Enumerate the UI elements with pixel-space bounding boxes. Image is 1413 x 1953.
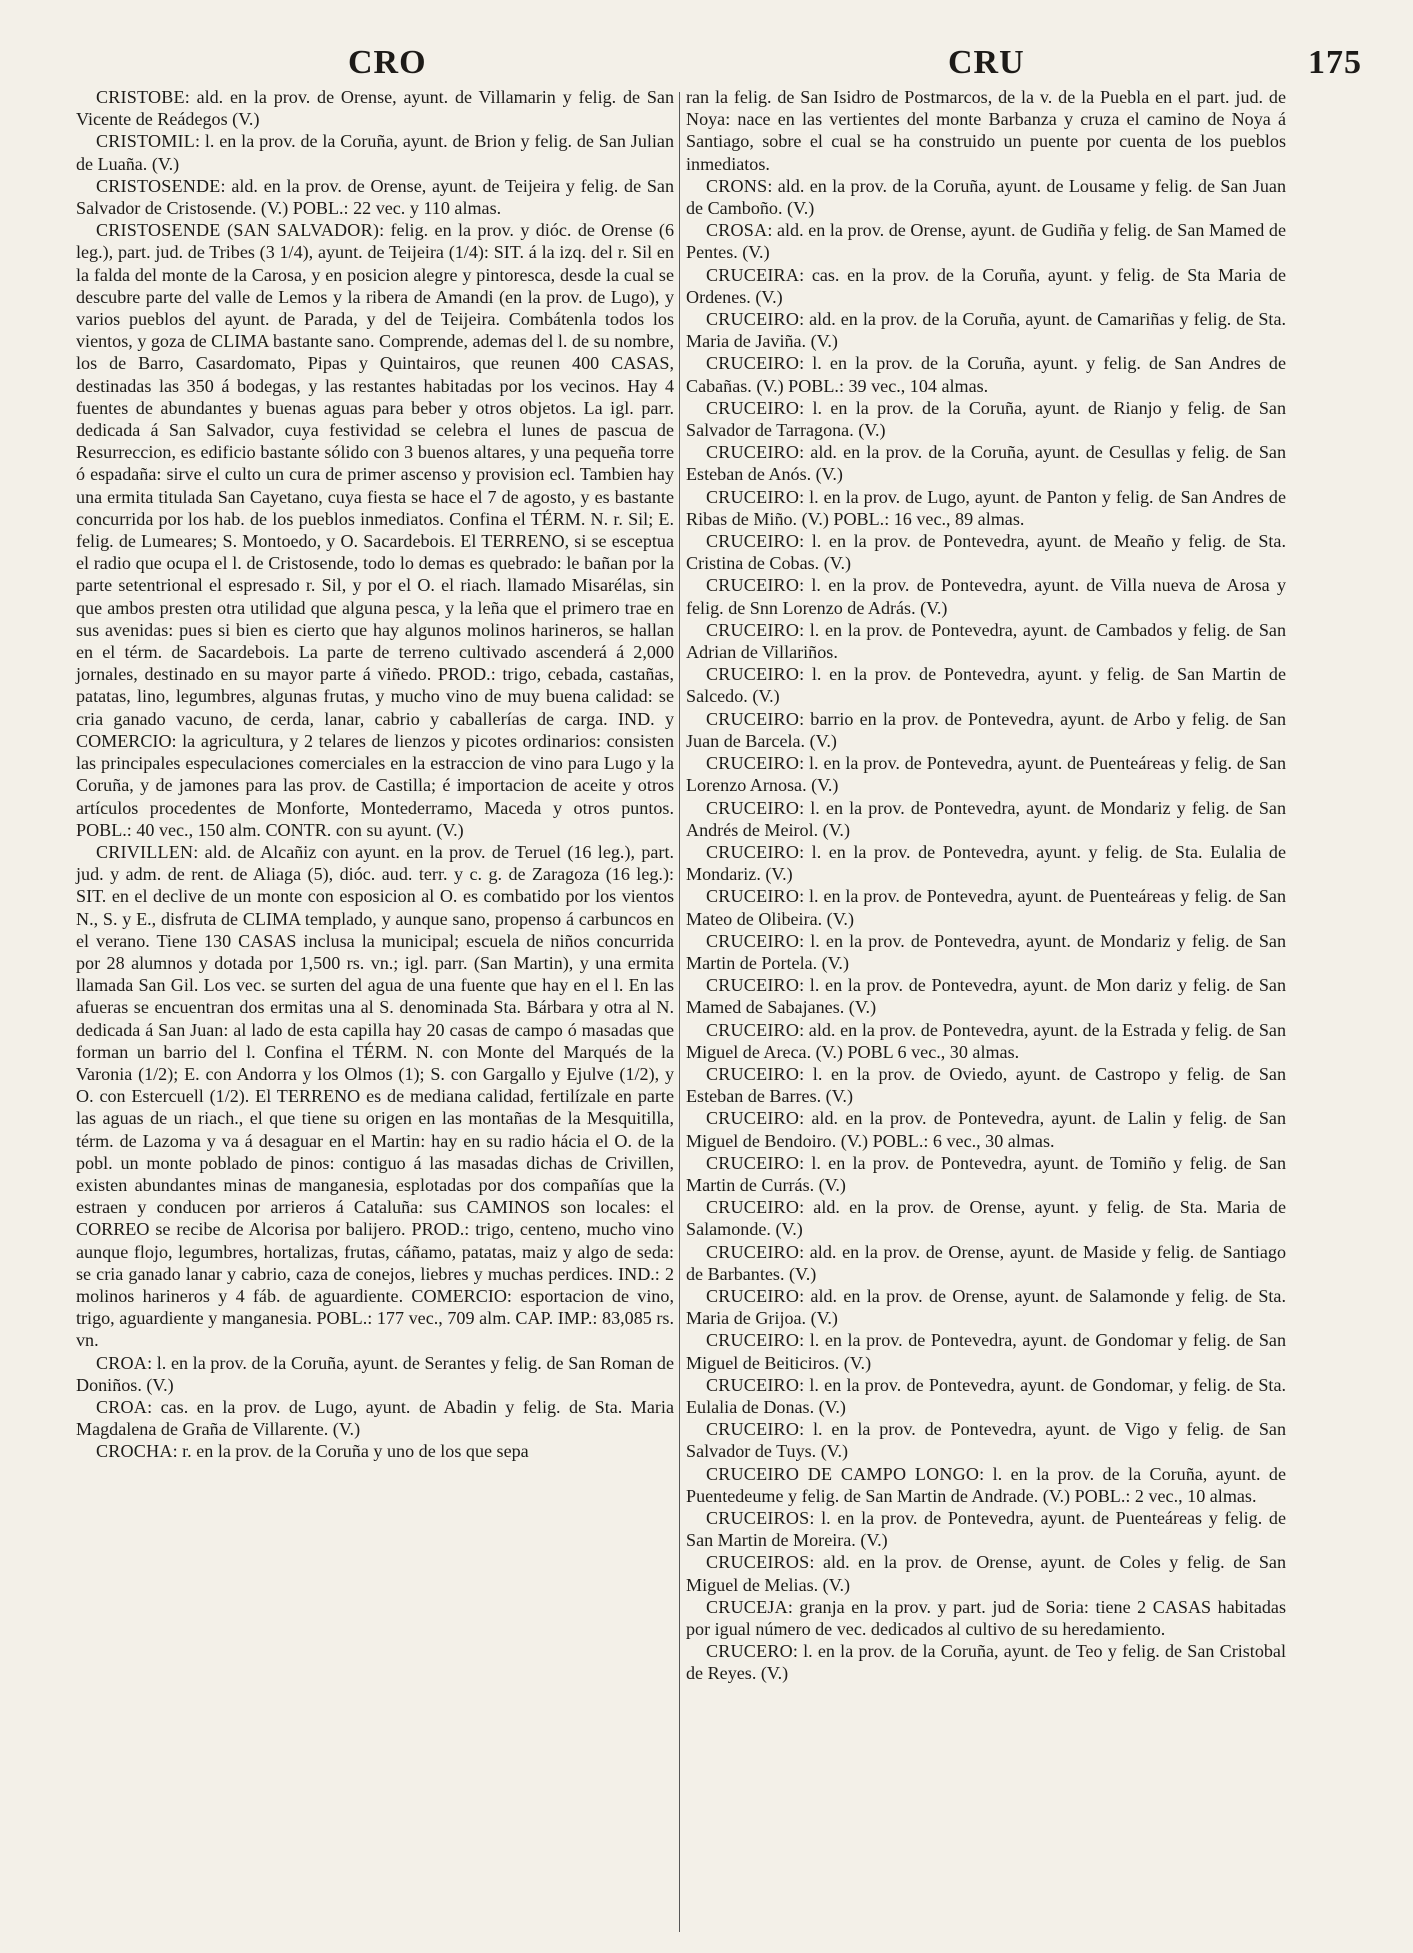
entry bbox=[686, 708, 1286, 752]
entry-headword: CRUCEIRO bbox=[706, 708, 800, 729]
entry-headword: CRISTOBE bbox=[96, 87, 185, 107]
entry-text: : ald. en la prov. de Orense, ayunt. y felig. de Sta. Maria de Salamonde. (V.) bbox=[686, 1197, 1286, 1240]
entry-text: : ald. en la prov. de Pontevedra, ayunt. de Lalin y felig. de San Miguel de Bendoiro. (V.) POBL.: 6 vec., 30 almas. bbox=[686, 1108, 1286, 1151]
entry bbox=[686, 86, 1286, 175]
entry-text: : ald. en la prov. de Orense, ayunt. de Gudiña y felig. de San Mamed de Pentes. (V.) bbox=[686, 220, 1286, 263]
entry-text: : l. en la prov. de Pontevedra, ayunt. y felig. de Sta. Eulalia de Mondariz. (V.) bbox=[686, 841, 1286, 885]
entry-headword: CRUCEIRO bbox=[706, 1063, 800, 1084]
entry-headword: CRUCEIRO DE CAMPO LONGO bbox=[706, 1463, 980, 1484]
entry-text: : l. en la prov. de Pontevedra, ayunt. de Tomiño y felig. de San Martin de Currás. (V.) bbox=[686, 1152, 1286, 1195]
entry-text: : ald. de Alcañiz con ayunt. en la prov. de Teruel (16 leg.), part. jud. y adm. de rent. de Aliaga (5), dióc. aud. terr. y c. g. de Zaragoza (16 leg.): SIT. en el declive de un monte con esposicion al O. es combatido por los vientos N., S. y E., disfruta de CLIMA templado, y aunque sano, propenso á carbuncos en el verano. Tiene 130 CASAS inclusa la municipal; escuela de niños concurrida por 28 alumnos y dotada por 1,500 rs. vn.; igl. parr. (San Martin), y una ermita llamada San Gil. Los vec. se surten del agua de una fuente que hay en el l. En las afueras se encuentran dos ermitas una al S. denominada Sta. Bárbara y otra al N. dedicada á San Juan: al lado de esta capilla hay 20 casas de campo ó masadas que forman un barrio del l. Confina el TÉRM. N. con Monte del Marqués de la Varonia (1/2); E. con Andorra y los Olmos (1); S. con Gargallo y Ejulve (1/2), y O. con Estercuell (1/2). El TERRENO es de mediana calidad, fertilízale en parte las aguas de un riach., el que tiene su origen en las montañas de la Mesquitilla, térm. de Lazoma y va á desaguar en el Martin: hay en su radio hácia el O. de la pobl. un monte poblado de pinos: contiguo á las masadas dichas de Crivillen, existen abundantes minas de manganesia, esplotadas por dos compañías que la estraen y conducen por arrieros á Cataluña: sus CAMINOS son locales: el CORREO se recibe de Alcorisa por balijero. PROD.: trigo, centeno, mucho vino aunque flojo, legumbres, hortalizas, frutas, cáñamo, patatas, maiz y algo de seda: se cria ganado lanar y cabrio, caza de conejos, liebres y muchas perdices. IND.: 2 molinos harineros y 4 fáb. de aguardiente. COMERCIO: esportacion de vino, trigo, aguardiente y manganesia. POBL.: 177 vec., 709 alm. CAP. IMP.: 83,085 rs. vn. bbox=[76, 841, 674, 1351]
entry bbox=[686, 1640, 1286, 1684]
entry bbox=[686, 797, 1286, 841]
entry-text: : l. en la prov. de la Coruña, ayunt. y felig. de San Andres de Cabañas. (V.) POBL.: 39 vec., 104 almas. bbox=[686, 353, 1286, 396]
entry bbox=[76, 86, 674, 130]
entry bbox=[76, 1352, 674, 1396]
entry-text: : ald. en la prov. de Orense, ayunt. de Villamarin y felig. de San Vicente de Reádegos (V.) bbox=[76, 87, 674, 130]
entry-headword: CRUCEIRO bbox=[706, 1285, 800, 1306]
entry bbox=[686, 1196, 1286, 1240]
entry bbox=[686, 619, 1286, 663]
entry bbox=[686, 264, 1286, 308]
left-column bbox=[76, 86, 674, 1463]
entry bbox=[686, 1019, 1286, 1063]
entry-headword: CRUCEIRO bbox=[706, 975, 800, 996]
entry bbox=[686, 441, 1286, 485]
entry-headword: CRUCEIROS bbox=[706, 1508, 810, 1528]
entry-headword: CRUCEIRO bbox=[706, 309, 800, 330]
entry bbox=[686, 752, 1286, 796]
entry-headword: CRUCEIRO bbox=[706, 619, 800, 640]
entry-headword: CRONS bbox=[706, 175, 768, 196]
entry bbox=[76, 219, 674, 841]
entry-headword: CRISTOMIL bbox=[96, 131, 195, 152]
entry bbox=[686, 574, 1286, 618]
entry-text: : l. en la prov. de Pontevedra, ayunt. de Puenteáreas y felig. de San Martin de Moreira. (V.) bbox=[686, 1508, 1286, 1551]
entry bbox=[686, 1374, 1286, 1418]
entry bbox=[686, 219, 1286, 263]
entry bbox=[686, 1551, 1286, 1595]
entry-text: : l. en la prov. de Pontevedra, ayunt. de Gondomar y felig. de San Miguel de Beiticiros. (V.) bbox=[686, 1330, 1286, 1373]
entry bbox=[686, 885, 1286, 929]
entry-text: : barrio en la prov. de Pontevedra, ayunt. de Arbo y felig. de San Juan de Barcela. (V.) bbox=[686, 708, 1286, 751]
entry bbox=[686, 486, 1286, 530]
entry-headword: CRUCEIRO bbox=[706, 575, 800, 596]
entry-headword: CROA bbox=[96, 1352, 148, 1373]
entry-text: : l. en la prov. de Pontevedra, ayunt. de Mondariz y felig. de San Andrés de Meirol. (V.) bbox=[686, 797, 1286, 840]
entry-text: : l. en la prov. de Pontevedra, ayunt. y felig. de San Martin de Salcedo. (V.) bbox=[686, 664, 1286, 707]
entry-headword: CRUCEJA bbox=[706, 1596, 788, 1617]
entry-headword: CRUCEIRO bbox=[706, 1330, 800, 1351]
entry bbox=[686, 352, 1286, 396]
entry-headword: CRUCEIRO bbox=[706, 1152, 800, 1173]
entry bbox=[686, 1241, 1286, 1285]
entry bbox=[76, 130, 674, 174]
entry-text: : ald. en la prov. de Orense, ayunt. de Maside y felig. de Santiago de Barbantes. (V.) bbox=[686, 1241, 1286, 1284]
entry bbox=[686, 1418, 1286, 1462]
entry bbox=[686, 841, 1286, 885]
entry bbox=[686, 974, 1286, 1018]
entry bbox=[76, 841, 674, 1352]
entry-headword: CRUCEIRA bbox=[706, 264, 800, 285]
running-header-left: CRO bbox=[348, 44, 427, 81]
entry-text: : ald. en la prov. de la Coruña, ayunt. de Cesullas y felig. de San Esteban de Anós. (V.) bbox=[686, 442, 1286, 485]
entry-headword: CRUCEIRO bbox=[706, 1197, 800, 1218]
entry-text: : l. en la prov. de Pontevedra, ayunt. de Cambados y felig. de San Adrian de Villariños. bbox=[686, 619, 1286, 663]
entry bbox=[686, 1063, 1286, 1107]
entry-text: : l. en la prov. de Pontevedra, ayunt. de Vigo y felig. de San Salvador de Tuys. (V.) bbox=[686, 1419, 1286, 1462]
entry bbox=[686, 663, 1286, 707]
entry-headword: CROA bbox=[96, 1396, 148, 1417]
entry bbox=[686, 1285, 1286, 1329]
entry bbox=[686, 530, 1286, 574]
entry bbox=[686, 1507, 1286, 1551]
entry-headword: CRUCEIRO bbox=[706, 664, 800, 685]
entry-text: ran la felig. de San Isidro de Postmarcos, de la v. de la Puebla en el part. jud. de Noya: nace en las vertientes del monte Barbanza y cruza el camino de Noya á Santiago, sobre el cual se ha construido un puente por cuenta de los pueblos inmediatos. bbox=[686, 87, 1286, 174]
right-column bbox=[686, 86, 1286, 1685]
entry-headword: CRUCEIRO bbox=[706, 841, 800, 862]
entry bbox=[76, 1440, 674, 1462]
entry bbox=[686, 1596, 1286, 1640]
entry-text: : r. en la prov. de la Coruña y uno de los que sepa bbox=[172, 1441, 529, 1462]
entry-headword: CRUCEIRO bbox=[706, 886, 800, 907]
entry-text: : l. en la prov. de la Coruña, ayunt. de Puentedeume y felig. de San Martin de Andrade. (V.) POBL.: 2 vec., 10 almas. bbox=[686, 1463, 1286, 1506]
entry-headword: CRUCEIRO bbox=[706, 353, 800, 374]
entry bbox=[686, 1463, 1286, 1507]
entry-text: : cas. en la prov. de Lugo, ayunt. de Abadin y felig. de Sta. Maria Magdalena de Graña de Villarente. (V.) bbox=[76, 1396, 674, 1440]
entry-text: : ald. en la prov. de Orense, ayunt. de Teijeira y felig. de San Salvador de Cristosende. (V.) POBL.: 22 vec. y 110 almas. bbox=[76, 175, 674, 219]
entry bbox=[686, 1107, 1286, 1151]
entry bbox=[76, 1396, 674, 1440]
entry-headword: CRUCEIROS bbox=[706, 1552, 810, 1573]
entry-headword: CRISTOSENDE bbox=[96, 175, 221, 196]
entry-headword: CROCHA bbox=[96, 1441, 173, 1462]
entry bbox=[686, 930, 1286, 974]
column-divider bbox=[679, 92, 680, 1932]
entry-text: : felig. en la prov. y dióc. de Orense (6 leg.), part. jud. de Tribes (3 1/4), ayunt. de Teijeira (1/4): SIT. á la izq. del r. Sil en la falda del monte de la Carosa, y en posicion alegre y pintoresca, desde la cual se descubre parte del valle de Lemos y la ribera de Amandi (en la prov. de Lugo), y varios pueblos del ayunt. de Parada, y del de Teijeira. Combátenla todos los vientos, y goza de CLIMA bastante sano. Comprende, ademas del l. de su nombre, los de Barro, Casardomato, Pipas y Quintairos, que reunen 400 CASAS, destinadas las 350 á bodegas, y las restantes habitadas por los vecinos. Hay 4 fuentes de abundantes y buenas aguas para beber y otros objetos. La igl. parr. dedicada á San Salvador, cuya festividad se celebra el lunes de pascua de Resurreccion, es edificio bastante sólido con 3 buenos altares, y una pequeña torre ó espadaña: sirve el culto un cura de primer ascenso y provision ecl. Tambien hay una ermita titulada San Cayetano, cuya fiesta se hace el 7 de agosto, y es bastante concurrida por los hab. de los pueblos inmediatos. Confina el TÉRM. N. r. Sil; E. felig. de Lumeares; S. Montoedo, y O. Sacardebois. El TERRENO, si se esceptua el radio que ocupa el l. de Cristosende, todo lo demas es quebrado: le bañan por la parte setentrional el espresado r. Sil, y por el O. el riach. llamado Misarélas, sin que ambos presten otra utilidad que alguna pesca, y la leña que el primero trae en sus avenidas: pues si bien es cierto que hay algunos molinos harineros, se hallan en el térm. de Sacardebois. La parte de terreno cultivado ascenderá á 2,000 jornales, destinado en su mayor parte á viñedo. PROD.: trigo, cebada, castañas, patatas, lino, legumbres, algunas frutas, y mucho vino de muy buena calidad: se cria ganado vacuno, de cerda, lanar, cabrio y caballerías de carga. IND. y COMERCIO: la agricultura, y 2 telares de lienzos y picotes ordinarios: consisten las principales especulaciones comerciales en la estraccion de vino para Lugo y la Coruña, y de jamones para las prov. de Castilla; é importacion de aceite y otros artículos procedentes de Monforte, Montederramo, Maceda y otros puntos. POBL.: 40 vec., 150 alm. CONTR. con su ayunt. (V.) bbox=[76, 220, 674, 840]
entry-text: : l. en la prov. de Pontevedra, ayunt. de Gondomar, y felig. de Sta. Eulalia de Donas. (V.) bbox=[686, 1374, 1286, 1417]
entry bbox=[76, 175, 674, 219]
entry-text: : cas. en la prov. de la Coruña, ayunt. y felig. de Sta Maria de Ordenes. (V.) bbox=[686, 264, 1286, 307]
entry-headword: CRUCEIRO bbox=[706, 930, 800, 951]
entry-text: : ald. en la prov. de Pontevedra, ayunt. de la Estrada y felig. de San Miguel de Areca. (V.) POBL 6 vec., 30 almas. bbox=[686, 1019, 1286, 1062]
entry-headword: CRUCEIRO bbox=[706, 1019, 800, 1040]
entry bbox=[686, 1329, 1286, 1373]
entry-text: : l. en la prov. de Pontevedra, ayunt. de Puenteáreas y felig. de San Lorenzo Arnosa. (V.) bbox=[686, 753, 1286, 796]
entry-headword: CRUCEIRO bbox=[706, 1108, 800, 1129]
entry-headword: CRUCEIRO bbox=[706, 486, 800, 507]
entry-headword: CRIVILLEN bbox=[96, 841, 194, 862]
entry bbox=[686, 1152, 1286, 1196]
entry-headword: CRUCEIRO bbox=[706, 1241, 800, 1262]
entry-text: : l. en la prov. de Pontevedra, ayunt. de Mon dariz y felig. de San Mamed de Sabajanes. (V.) bbox=[686, 975, 1286, 1018]
entry-text: : l. en la prov. de Pontevedra, ayunt. de Meaño y felig. de Sta. Cristina de Cobas. (V.) bbox=[686, 531, 1286, 574]
entry-text: : l. en la prov. de Pontevedra, ayunt. de Villa nueva de Arosa y felig. de Snn Lorenzo de Adrás. (V.) bbox=[686, 575, 1286, 618]
entry-text: : ald. en la prov. de la Coruña, ayunt. de Lousame y felig. de San Juan de Camboño. (V.) bbox=[686, 175, 1286, 219]
entry-text: : l. en la prov. de la Coruña, ayunt. de Brion y felig. de San Julian de Luaña. (V.) bbox=[76, 131, 674, 174]
entry-text: : granja en la prov. y part. jud de Soria: tiene 2 CASAS habitadas por igual número de vec. dedicados al cultivo de su heredamiento. bbox=[686, 1596, 1286, 1640]
entry-text: : l. en la prov. de Lugo, ayunt. de Panton y felig. de San Andres de Ribas de Miño. (V.) POBL.: 16 vec., 89 almas. bbox=[686, 486, 1286, 529]
entry-headword: CRUCEIRO bbox=[706, 1374, 800, 1395]
entry-headword: CRISTOSENDE (SAN SALVADOR) bbox=[96, 220, 380, 241]
entry-text: : l. en la prov. de Oviedo, ayunt. de Castropo y felig. de San Esteban de Barres. (V.) bbox=[686, 1063, 1286, 1107]
running-header-right: CRU bbox=[948, 44, 1025, 81]
entry-text: : l. en la prov. de Pontevedra, ayunt. de Mondariz y felig. de San Martin de Portela. (V.) bbox=[686, 930, 1286, 973]
entry-headword: CRUCEIRO bbox=[706, 442, 800, 463]
entry-headword: CRUCEIRO bbox=[706, 753, 800, 774]
entry-text: : ald. en la prov. de la Coruña, ayunt. de Camariñas y felig. de Sta. Maria de Javiña. (V.) bbox=[686, 309, 1286, 352]
page-number: 175 bbox=[1308, 44, 1362, 81]
entry bbox=[686, 308, 1286, 352]
entry-headword: CRUCEIRO bbox=[706, 1419, 800, 1440]
entry bbox=[686, 175, 1286, 219]
entry-headword: CRUCERO bbox=[706, 1641, 793, 1662]
entry-text: : ald. en la prov. de Orense, ayunt. de Salamonde y felig. de Sta. Maria de Grijoa. (V.) bbox=[686, 1285, 1286, 1329]
entry-text: : l. en la prov. de la Coruña, ayunt. de Rianjo y felig. de San Salvador de Tarragona. (V.) bbox=[686, 397, 1286, 441]
entry-text: : l. en la prov. de la Coruña, ayunt. de Teo y felig. de San Cristobal de Reyes. (V.) bbox=[686, 1641, 1286, 1684]
entry-headword: CRUCEIRO bbox=[706, 531, 800, 552]
entry-headword: CRUCEIRO bbox=[706, 397, 800, 418]
entry-text: : l. en la prov. de Pontevedra, ayunt. de Puenteáreas y felig. de San Mateo de Olibeira. (V.) bbox=[686, 886, 1286, 929]
entry-text: : ald. en la prov. de Orense, ayunt. de Coles y felig. de San Miguel de Melias. (V.) bbox=[686, 1552, 1286, 1595]
entry-headword: CROSA bbox=[706, 220, 768, 241]
entry bbox=[686, 397, 1286, 441]
entry-headword: CRUCEIRO bbox=[706, 797, 800, 818]
entry-text: : l. en la prov. de la Coruña, ayunt. de Serantes y felig. de San Roman de Doniños. (V.) bbox=[76, 1352, 674, 1395]
